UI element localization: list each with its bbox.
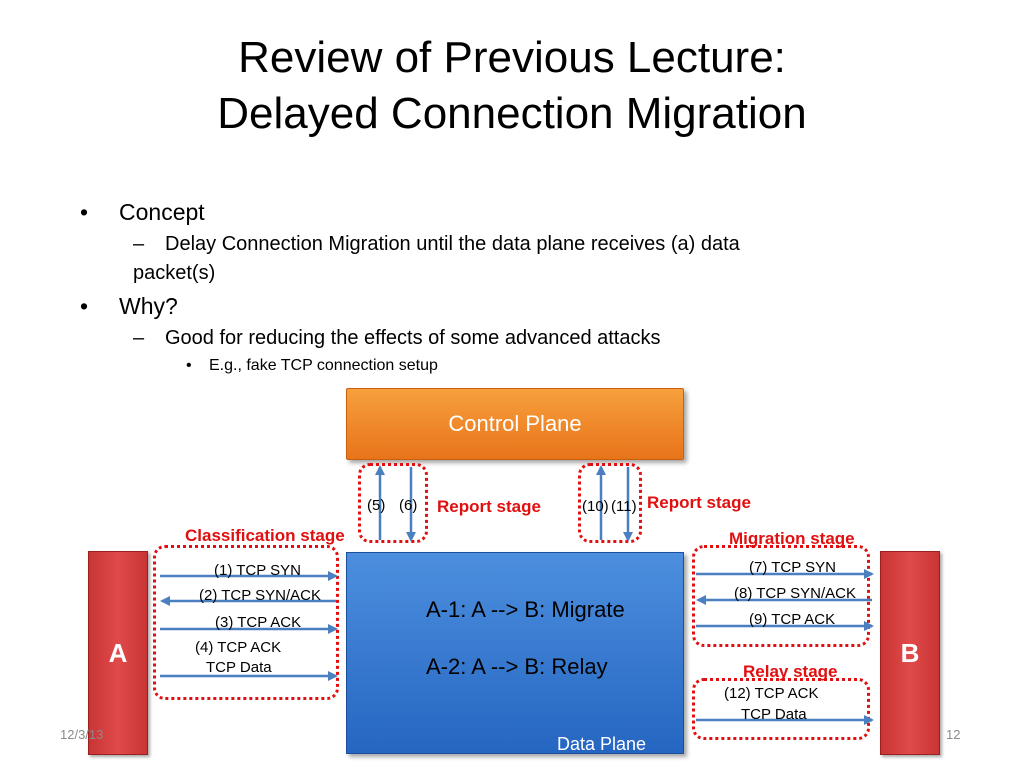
label-10: (10)	[582, 498, 609, 515]
host-b-label: B	[900, 637, 920, 668]
classification-stage-label: Classification stage	[185, 526, 345, 545]
message-12b: TCP Data	[741, 706, 807, 723]
message-2: (2) TCP SYN/ACK	[199, 587, 321, 604]
data-plane-label: Data Plane	[557, 734, 647, 754]
data-plane-rule-2: A-2: A --> B: Relay	[426, 654, 608, 679]
migration-stage-label: Migration stage	[729, 529, 855, 548]
bullet-why-detail: Good for reducing the effects of some advanced attacks	[165, 327, 661, 349]
message-4b: TCP Data	[206, 659, 272, 676]
message-4a: (4) TCP ACK	[195, 639, 282, 656]
slide-number: 12	[946, 727, 961, 742]
bullet-glyph: •	[80, 293, 89, 319]
dash-glyph: –	[133, 233, 145, 255]
dash-glyph: –	[133, 327, 145, 349]
message-8: (8) TCP SYN/ACK	[734, 585, 856, 602]
title-line-2: Delayed Connection Migration	[217, 89, 807, 138]
bullet-concept-detail: Delay Connection Migration until the data plane receives (a) data	[165, 233, 740, 255]
bullet-glyph: •	[186, 357, 192, 374]
bullet-example: E.g., fake TCP connection setup	[209, 357, 438, 374]
bullet-glyph: •	[80, 199, 89, 225]
message-1: (1) TCP SYN	[214, 562, 301, 579]
bullet-why: Why?	[119, 293, 178, 319]
data-plane-rule-1: A-1: A --> B: Migrate	[426, 597, 625, 622]
relay-stage-label: Relay stage	[743, 662, 838, 681]
message-3: (3) TCP ACK	[215, 614, 302, 631]
label-6: (6)	[399, 497, 418, 514]
label-11: (11)	[611, 498, 637, 515]
message-9: (9) TCP ACK	[749, 611, 836, 628]
message-12a: (12) TCP ACK	[724, 685, 819, 702]
control-plane-label: Control Plane	[448, 411, 582, 436]
host-a-label: A	[108, 637, 128, 668]
message-7: (7) TCP SYN	[749, 559, 836, 576]
title-line-1: Review of Previous Lecture:	[238, 33, 786, 82]
label-5: (5)	[367, 497, 386, 514]
bullet-concept-detail-cont: packet(s)	[133, 262, 216, 284]
report-stage-right-label: Report stage	[647, 493, 751, 512]
slide-date: 12/3/13	[60, 727, 104, 742]
report-stage-left-label: Report stage	[437, 497, 541, 516]
bullet-concept: Concept	[119, 199, 205, 225]
